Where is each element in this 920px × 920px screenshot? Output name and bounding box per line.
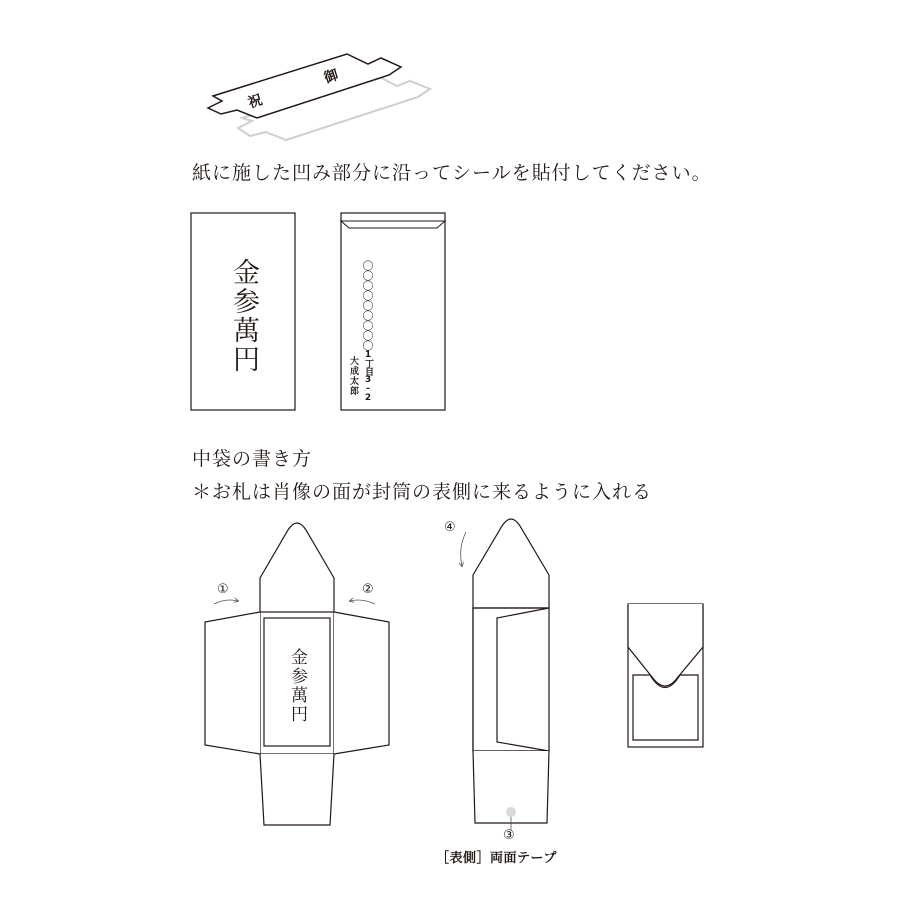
arrow-step2 <box>350 600 375 604</box>
seal-instruction: 紙に施した凹み部分に沿ってシールを貼付してください。 <box>192 162 712 184</box>
step3-label: ③ <box>503 828 515 843</box>
inner-bag-title: 中袋の書き方 <box>192 448 313 470</box>
seal-char-1: 御 <box>322 67 341 87</box>
tape-label: ［表側］両面テープ <box>436 851 557 866</box>
unfolded-amount: 金参萬円 <box>287 648 307 724</box>
partially-folded-envelope <box>473 519 549 823</box>
folded-top-flap <box>473 519 549 608</box>
unfolded-right-flap <box>334 612 389 754</box>
unfolded-left-flap <box>205 612 260 754</box>
back-name: 大成太郎 <box>348 356 358 396</box>
unfolded-top-flap <box>260 523 334 612</box>
unfolded-bottom-flap <box>260 754 334 825</box>
front-amount: 金参萬円 <box>228 258 259 374</box>
back-address-number: 1丁目3-2 <box>363 350 373 402</box>
arrow-step4 <box>461 532 466 566</box>
folded-body <box>473 608 549 751</box>
seal-char-2: 祝 <box>246 92 265 112</box>
finished-envelope <box>628 604 703 747</box>
step4-label: ④ <box>444 520 456 535</box>
tape-marker <box>506 807 516 817</box>
step1-label: ① <box>217 582 229 597</box>
back-address: 〇〇〇〇〇〇〇〇〇 <box>361 260 374 350</box>
step2-label: ② <box>362 582 374 597</box>
arrow-step1 <box>214 600 238 604</box>
bill-orientation-note: ＊お札は肖像の面が封筒の表側に来るように入れる <box>192 481 653 503</box>
